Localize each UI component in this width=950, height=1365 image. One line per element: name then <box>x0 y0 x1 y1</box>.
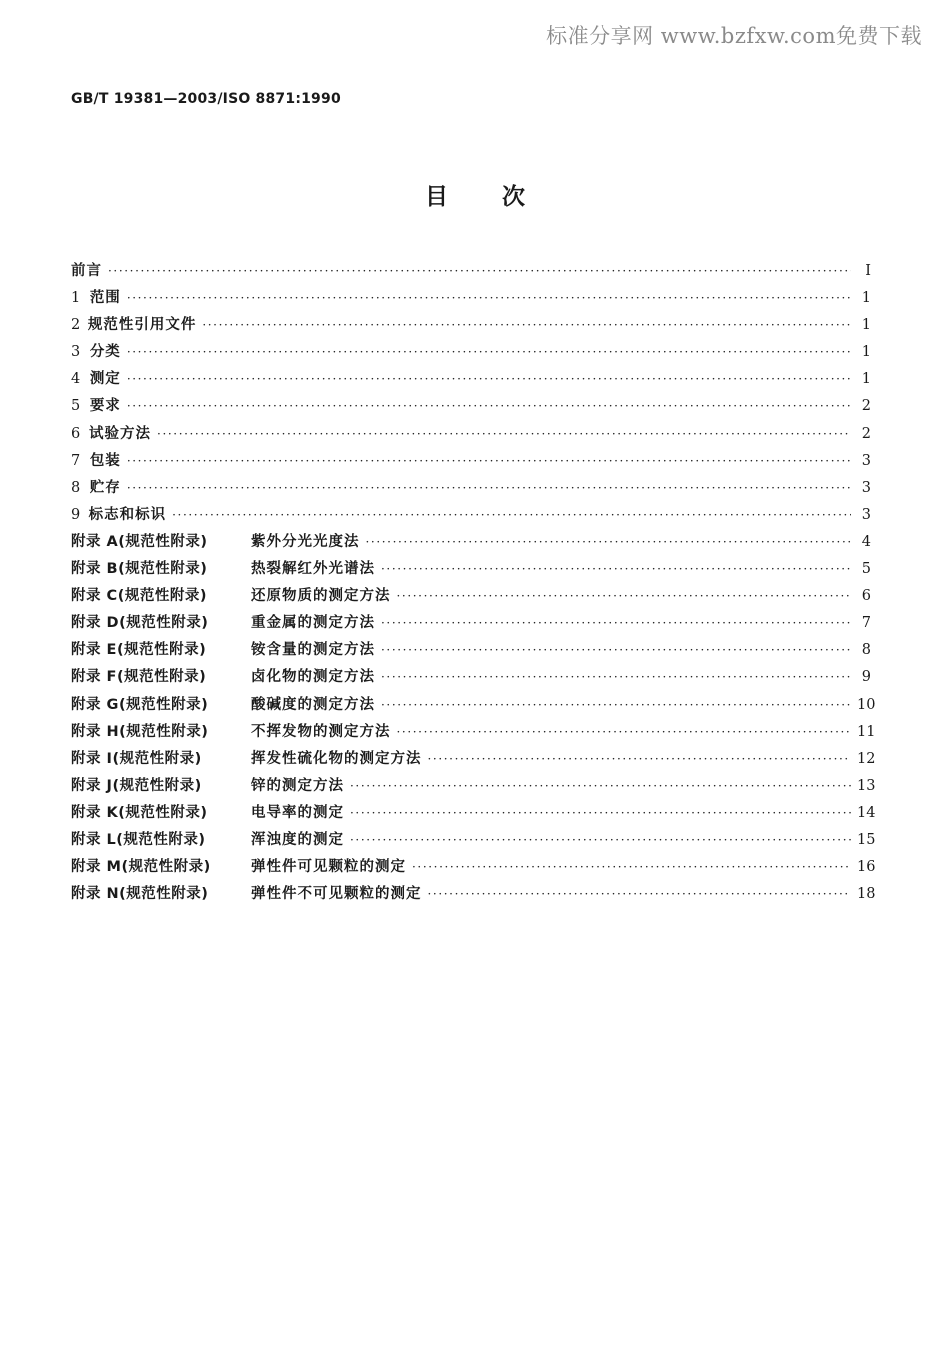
toc-entry-number: 8 <box>71 479 81 496</box>
toc-entry-2[interactable] <box>71 313 871 340</box>
toc-entry-label: 卤化物的测定方法 <box>251 669 375 686</box>
toc-annex-prefix: 附录 I(规范性附录) <box>71 750 202 767</box>
toc-entry-4[interactable] <box>71 367 871 394</box>
toc-page-number: 1 <box>861 371 871 388</box>
toc-dot-leader <box>127 372 851 386</box>
toc-page-number: 1 <box>861 290 871 307</box>
toc-entry-label: 弹性件可见颗粒的测定 <box>251 859 406 876</box>
toc-entry-label: 规范性引用文件 <box>87 317 197 334</box>
toc-page-number: 6 <box>861 588 871 605</box>
toc-entry-number: 5 <box>71 398 81 415</box>
toc-entry-number: 1 <box>71 290 81 307</box>
toc-entry-label: 挥发性硫化物的测定方法 <box>251 750 422 767</box>
toc-entry-label: 热裂解红外光谱法 <box>251 561 375 578</box>
toc-entry-label: 紫外分光光度法 <box>251 533 360 550</box>
toc-entry-5[interactable] <box>71 394 871 421</box>
toc-annex-d[interactable] <box>71 611 871 638</box>
toc-dot-leader <box>397 725 852 739</box>
toc-page-number: 14 <box>857 804 876 821</box>
toc-page-number: 5 <box>861 561 871 578</box>
toc-entry-label: 分类 <box>89 344 121 361</box>
toc-annex-prefix: 附录 H(规范性附录) <box>71 723 209 740</box>
toc-annex-g[interactable] <box>71 693 876 720</box>
toc-page-number: 12 <box>857 750 876 767</box>
toc-dot-leader <box>202 318 851 332</box>
toc-entry-6[interactable] <box>71 422 871 449</box>
standard-code: GB/T 19381—2003/ISO 8871:1990 <box>71 91 341 107</box>
toc-annex-prefix: 附录 D(规范性附录) <box>71 615 209 632</box>
toc-page-number: 2 <box>861 425 871 442</box>
toc-dot-leader <box>172 508 851 522</box>
toc-page-number: 1 <box>861 344 871 361</box>
toc-annex-e[interactable] <box>71 638 871 665</box>
toc-entry-label: 铵含量的测定方法 <box>251 642 375 659</box>
toc-annex-prefix: 附录 M(规范性附录) <box>71 859 211 876</box>
toc-annex-prefix: 附录 N(规范性附录) <box>71 886 209 903</box>
toc-page-number: 15 <box>857 831 876 848</box>
toc-entry-label: 浑浊度的测定 <box>251 831 344 848</box>
toc-annex-prefix: 附录 B(规范性附录) <box>71 561 208 578</box>
toc-dot-leader <box>366 535 852 549</box>
toc-page-number: 3 <box>861 479 871 496</box>
toc-entry-number: 4 <box>71 371 81 388</box>
toc-entry-number: 7 <box>71 452 81 469</box>
toc-annex-prefix: 附录 C(规范性附录) <box>71 588 207 605</box>
toc-dot-leader <box>127 291 851 305</box>
toc-page-number: 10 <box>857 696 876 713</box>
toc-page-number: 4 <box>861 533 871 550</box>
toc-entry-label: 包装 <box>89 452 121 469</box>
toc-entry-label: 弹性件不可见颗粒的测定 <box>251 886 422 903</box>
toc-dot-leader <box>350 833 851 847</box>
toc-dot-leader <box>127 399 851 413</box>
toc-title: 目次 <box>425 184 579 210</box>
toc-entry-8[interactable] <box>71 476 871 503</box>
toc-page-number: 2 <box>861 398 871 415</box>
toc-page-number: 7 <box>861 615 871 632</box>
toc-entry-label: 标志和标识 <box>88 506 167 523</box>
toc-page-number: 11 <box>857 723 876 740</box>
toc-annex-c[interactable] <box>71 584 871 611</box>
toc-entry-label: 锌的测定方法 <box>251 777 344 794</box>
toc-dot-leader <box>350 806 851 820</box>
toc-entry-foreword[interactable] <box>71 259 871 286</box>
toc-page-number: 18 <box>857 886 876 903</box>
toc-entry-label: 测定 <box>89 371 121 388</box>
toc-annex-b[interactable] <box>71 557 871 584</box>
toc-page-number: 9 <box>861 669 871 686</box>
toc-annex-i[interactable] <box>71 747 876 774</box>
toc-dot-leader <box>397 589 852 603</box>
table-of-contents <box>71 259 876 909</box>
toc-annex-prefix: 附录 L(规范性附录) <box>71 831 206 848</box>
toc-entry-label: 试验方法 <box>89 425 152 442</box>
toc-entry-number: 2 <box>71 317 81 334</box>
toc-annex-a[interactable] <box>71 530 871 557</box>
toc-dot-leader <box>127 454 851 468</box>
toc-annex-l[interactable] <box>71 828 876 855</box>
toc-dot-leader <box>428 887 852 901</box>
toc-entry-number: 9 <box>71 506 81 523</box>
toc-dot-leader <box>428 752 852 766</box>
toc-dot-leader <box>157 427 851 441</box>
toc-page-number: 8 <box>861 642 871 659</box>
toc-entry-label: 贮存 <box>89 479 121 496</box>
toc-entry-label: 重金属的测定方法 <box>251 615 375 632</box>
toc-dot-leader <box>127 345 851 359</box>
toc-entry-9[interactable] <box>71 503 871 530</box>
toc-annex-k[interactable] <box>71 801 876 828</box>
toc-entry-7[interactable] <box>71 449 871 476</box>
toc-annex-prefix: 附录 E(规范性附录) <box>71 642 207 659</box>
toc-dot-leader <box>381 643 851 657</box>
toc-entry-number: 3 <box>71 344 81 361</box>
toc-annex-prefix: 附录 F(规范性附录) <box>71 669 207 686</box>
toc-dot-leader <box>108 264 851 278</box>
toc-annex-prefix: 附录 G(规范性附录) <box>71 696 209 713</box>
toc-annex-prefix: 附录 K(规范性附录) <box>71 804 208 821</box>
watermark-text: 标准分享网 www.bzfxw.com免费下载 <box>546 24 922 48</box>
toc-annex-n[interactable] <box>71 882 876 909</box>
toc-dot-leader <box>350 779 851 793</box>
toc-entry-1[interactable] <box>71 286 871 313</box>
toc-dot-leader <box>381 616 851 630</box>
toc-annex-f[interactable] <box>71 665 871 692</box>
toc-entry-label: 还原物质的测定方法 <box>251 588 391 605</box>
toc-dot-leader <box>412 860 851 874</box>
toc-dot-leader <box>381 670 851 684</box>
toc-entry-label: 电导率的测定 <box>251 804 344 821</box>
toc-page-number: 3 <box>861 506 871 523</box>
toc-entry-label: 范围 <box>89 290 121 307</box>
toc-annex-m[interactable] <box>71 855 876 882</box>
toc-dot-leader <box>381 698 851 712</box>
toc-page-number: I <box>865 263 871 279</box>
toc-page-number: 16 <box>857 859 876 876</box>
toc-entry-label: 前言 <box>71 263 102 279</box>
toc-entry-label: 要求 <box>89 398 121 415</box>
toc-entry-number: 6 <box>71 425 81 442</box>
toc-annex-j[interactable] <box>71 774 876 801</box>
toc-entry-label: 不挥发物的测定方法 <box>251 723 391 740</box>
toc-annex-prefix: 附录 A(规范性附录) <box>71 533 208 550</box>
toc-dot-leader <box>127 481 851 495</box>
toc-dot-leader <box>381 562 851 576</box>
toc-entry-label: 酸碱度的测定方法 <box>251 696 375 713</box>
toc-annex-prefix: 附录 J(规范性附录) <box>71 777 202 794</box>
toc-page-number: 3 <box>861 452 871 469</box>
toc-page-number: 13 <box>857 777 876 794</box>
toc-page-number: 1 <box>861 317 871 334</box>
toc-annex-h[interactable] <box>71 720 876 747</box>
toc-entry-3[interactable] <box>71 340 871 367</box>
